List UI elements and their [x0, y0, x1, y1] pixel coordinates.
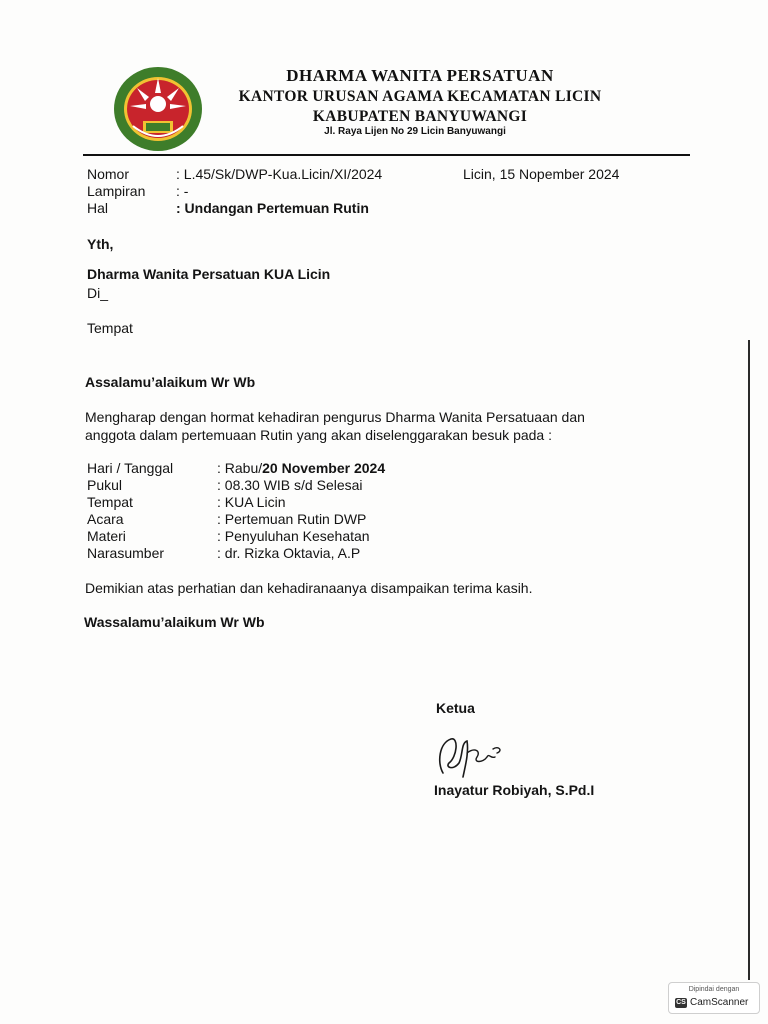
camscanner-watermark	[668, 982, 760, 1014]
signature-role: Ketua	[436, 700, 475, 716]
hari-label: Hari / Tanggal	[87, 460, 174, 476]
materi-value: : Penyuluhan Kesehatan	[217, 528, 370, 544]
hal-label: Hal	[87, 200, 109, 216]
pukul-label: Pukul	[87, 477, 123, 493]
scan-edge-line	[748, 340, 750, 980]
regency-name: KABUPATEN BANYUWANGI	[312, 108, 528, 125]
camscanner-icon: CS	[676, 999, 686, 1006]
office-name: KANTOR URUSAN AGAMA KECAMATAN LICIN	[238, 88, 602, 105]
body-paragraph	[85, 408, 585, 444]
office-address: Jl. Raya Lijen No 29 Licin Banyuwangi	[324, 126, 506, 137]
pukul-value: : 08.30 WIB s/d Selesai	[217, 477, 363, 493]
scanner-name: CamScanner	[690, 997, 749, 1008]
handwritten-signature	[433, 733, 513, 781]
tempat-value: : KUA Licin	[217, 494, 286, 510]
body-line-2: anggota dalam pertemuaan Rutin yang akan diselenggarakan besuk pada :	[85, 427, 552, 443]
closing-thanks: Demikian atas perhatian dan kehadiranaanya disampaikan terima kasih.	[85, 580, 533, 596]
acara-value: : Pertemuan Rutin DWP	[217, 511, 367, 527]
narasumber-label: Narasumber	[87, 545, 165, 561]
header-divider	[83, 154, 690, 156]
closing-salam: Wassalamu’alaikum Wr Wb	[84, 614, 265, 630]
letter-date: Licin, 15 Nopember 2024	[463, 166, 620, 182]
opening-salam: Assalamu’alaikum Wr Wb	[85, 374, 256, 390]
hari-value-date: 20 November 2024	[262, 460, 386, 476]
narasumber-value: : dr. Rizka Oktavia, A.P	[217, 545, 361, 561]
scanner-caption: Dipindai dengan	[688, 986, 740, 993]
lampiran-value: : -	[176, 183, 189, 199]
lampiran-label: Lampiran	[87, 183, 146, 199]
recipient-tempat: Tempat	[87, 320, 133, 336]
nomor-label: Nomor	[87, 166, 130, 182]
recipient-name: Dharma Wanita Persatuan KUA Licin	[87, 266, 331, 282]
hari-value-prefix: : Rabu/	[217, 460, 263, 476]
materi-label: Materi	[87, 528, 126, 544]
body-line-1: Mengharap dengan hormat kehadiran pengurus Dharma Wanita Persatuaan dan	[85, 409, 585, 425]
recipient-di: Di_	[87, 285, 109, 301]
acara-label: Acara	[87, 511, 124, 527]
nomor-value: : L.45/Sk/DWP-Kua.Licin/XI/2024	[176, 166, 383, 182]
recipient-greeting: Yth,	[87, 236, 114, 252]
hal-value: : Undangan Pertemuan Rutin	[176, 200, 369, 216]
signatory-name: Inayatur Robiyah, S.Pd.I	[434, 782, 595, 798]
org-name: DHARMA WANITA PERSATUAN	[286, 66, 554, 85]
tempat-label: Tempat	[87, 494, 133, 510]
hari-value	[217, 460, 385, 476]
